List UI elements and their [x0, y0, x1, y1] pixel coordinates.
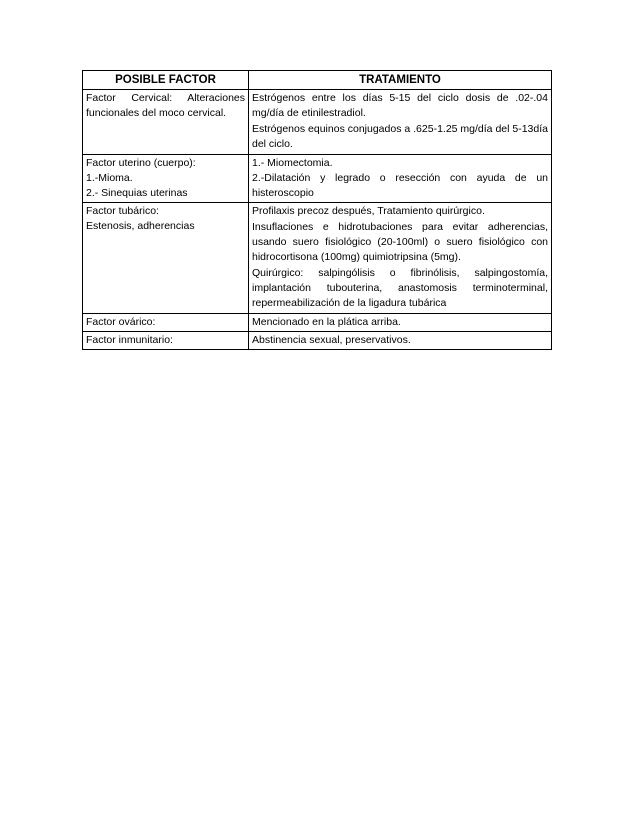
treatment-cell	[249, 90, 552, 155]
factor-cell	[83, 314, 249, 332]
table-header-row	[83, 71, 552, 90]
factor-text: 2.- Sinequias uterinas	[86, 187, 188, 199]
factor-text: Factor ovárico:	[86, 316, 156, 328]
table-row-ovarian	[83, 314, 552, 332]
factor-cell	[83, 203, 249, 314]
treatment-cell	[249, 203, 552, 314]
treatment-text: Estrógenos entre los días 5-15 del ciclo dosis de .02-.04 mg/día de etinilestradiol.	[252, 92, 548, 119]
treatment-cell	[249, 314, 552, 332]
table-row-tubal	[83, 203, 552, 314]
treatment-text: Estrógenos equinos conjugados a .625-1.25 mg/día del 5-13día del ciclo.	[252, 123, 548, 150]
header-treatment: TRATAMIENTO	[249, 71, 552, 90]
factor-text: Factor uterino (cuerpo):	[86, 157, 196, 169]
factor-cell	[83, 332, 249, 350]
treatment-text: Mencionado en la plática arriba.	[252, 316, 401, 328]
factor-treatment-table	[82, 70, 552, 350]
table-row-cervical	[83, 90, 552, 155]
table-row-uterine	[83, 155, 552, 203]
treatment-cell	[249, 155, 552, 203]
factor-text: Estenosis, adherencias	[86, 220, 195, 232]
treatment-text: Abstinencia sexual, preservativos.	[252, 334, 411, 346]
factor-text: 1.-Mioma.	[86, 172, 133, 184]
treatment-text: 2.-Dilatación y legrado o resección con ayuda de un histeroscopio	[252, 172, 548, 199]
factor-text: Factor Cervical: Alteraciones funcionales del moco cervical.	[86, 92, 245, 119]
treatment-text: Quirúrgico: salpingólisis o fibrinólisis, salpingostomía, implantación tubouterina, anastomosis terminoterminal, repermeabilización de la ligadura tubárica	[252, 267, 548, 309]
header-possible-factor: POSIBLE FACTOR	[83, 71, 249, 90]
treatment-text: 1.- Miomectomia.	[252, 157, 333, 169]
table-row-immune	[83, 332, 552, 350]
factor-cell	[83, 155, 249, 203]
treatment-cell	[249, 332, 552, 350]
factor-cell	[83, 90, 249, 155]
factor-text: Factor tubárico:	[86, 205, 159, 217]
treatment-text: Profilaxis precoz después, Tratamiento quirúrgico.	[252, 205, 485, 217]
factor-text: Factor inmunitario:	[86, 334, 173, 346]
treatment-text: Insuflaciones e hidrotubaciones para evitar adherencias, usando suero fisiológico (20-100ml) o suero fisiológico con hidrocortisona (100mg) quimiotripsina (5mg).	[252, 221, 548, 263]
